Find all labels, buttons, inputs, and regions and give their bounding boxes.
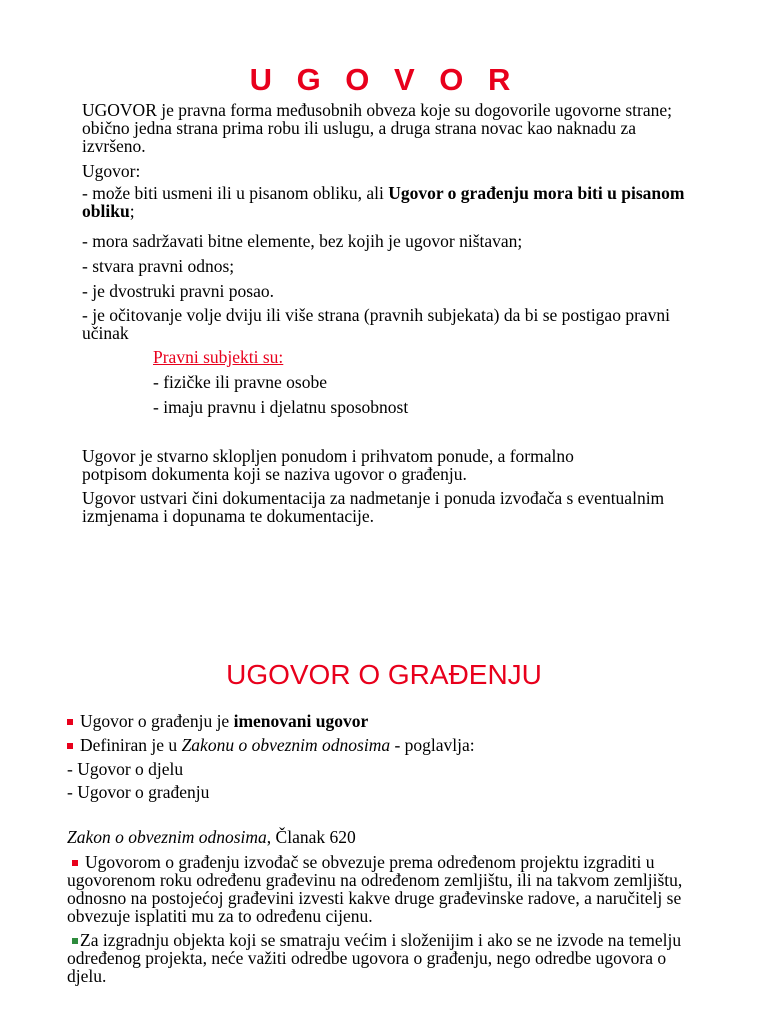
bullet-text: Ugovor o građenju je (80, 711, 234, 731)
square-bullet-icon (67, 719, 73, 725)
subject-item: - fizičke ili pravne osobe (153, 372, 327, 392)
law-name: Zakon o obveznim odnosima (67, 827, 267, 847)
list-item: - je očitovanje volje dviju ili više strana (pravnih subjekata) da bi se postigao pravni učinak (82, 305, 671, 343)
page-title: U G O V O R (249, 62, 519, 97)
chapter-item: - Ugovor o građenju (67, 782, 210, 802)
bullet-item (67, 736, 475, 754)
chapter-item: - Ugovor o djelu (67, 759, 184, 779)
bullet-text: - poglavlja: (390, 735, 475, 755)
list-item-text: - može biti usmeni ili u pisanom obliku, ali (82, 183, 389, 203)
article-ref: , Članak 620 (266, 827, 356, 847)
subjects-heading: Pravni subjekti su: (153, 347, 284, 367)
square-bullet-icon (72, 938, 78, 944)
paragraph: Ugovor je stvarno sklopljen ponudom i prihvatom ponude, a formalno potpisom dokumenta koji se naziva ugovor o građenju. (82, 446, 574, 484)
bullet-item (67, 712, 368, 730)
bullet-paragraph (67, 853, 707, 925)
list-item: - je dvostruki pravni posao. (82, 281, 274, 301)
list-item-bold: Ugovor o građenju mora biti u pisanom obliku (82, 183, 685, 221)
list-item: - stvara pravni odnos; (82, 256, 235, 276)
paragraph: Ugovor ustvari čini dokumentacija za nadmetanje i ponuda izvođača s eventualnim izmjenama i dopunama te dokumentacije. (82, 488, 665, 526)
list-item-text: ; (129, 201, 135, 221)
bullet-paragraph (67, 931, 707, 985)
list-item: - mora sadržavati bitne elemente, bez kojih je ugovor ništavan; (82, 231, 523, 251)
paragraph-text: Za izgradnju objekta koji se smatraju većim i složenijim i ako se ne izvode na temelju određenog projekta, neće važiti odredbe ugovora o građenju, nego odredbe ugovora o djelu. (67, 930, 682, 986)
paragraph-text: Ugovorom o građenju izvođač se obvezuje prema određenom projektu izgraditi u ugovorenom roku određenu građevinu na određenom zemljištu, ili na takvom zemljištu, odnosno na postojećoj građevini izvesti kakve druge građevinske radove, a naručitelj se obvezuje isplatiti mu za to određenu cijenu. (67, 852, 683, 926)
square-bullet-icon (67, 743, 73, 749)
law-reference (67, 828, 356, 846)
section-title: UGOVOR O GRAĐENJU (226, 659, 542, 690)
square-bullet-icon (72, 860, 78, 866)
bullet-bold: imenovani ugovor (233, 711, 369, 731)
intro-paragraph: UGOVOR je pravna forma međusobnih obveza koje su dogovorile ugovorne strane; obično jedna strana prima robu ili uslugu, a druga strana novac kao naknadu za izvršeno. (82, 100, 672, 156)
list-item (82, 184, 702, 220)
contract-label: Ugovor: (82, 161, 141, 181)
subject-item: - imaju pravnu i djelatnu sposobnost (153, 397, 409, 417)
bullet-text: Definiran je u (80, 735, 182, 755)
law-name: Zakonu o obveznim odnosima (181, 735, 391, 755)
